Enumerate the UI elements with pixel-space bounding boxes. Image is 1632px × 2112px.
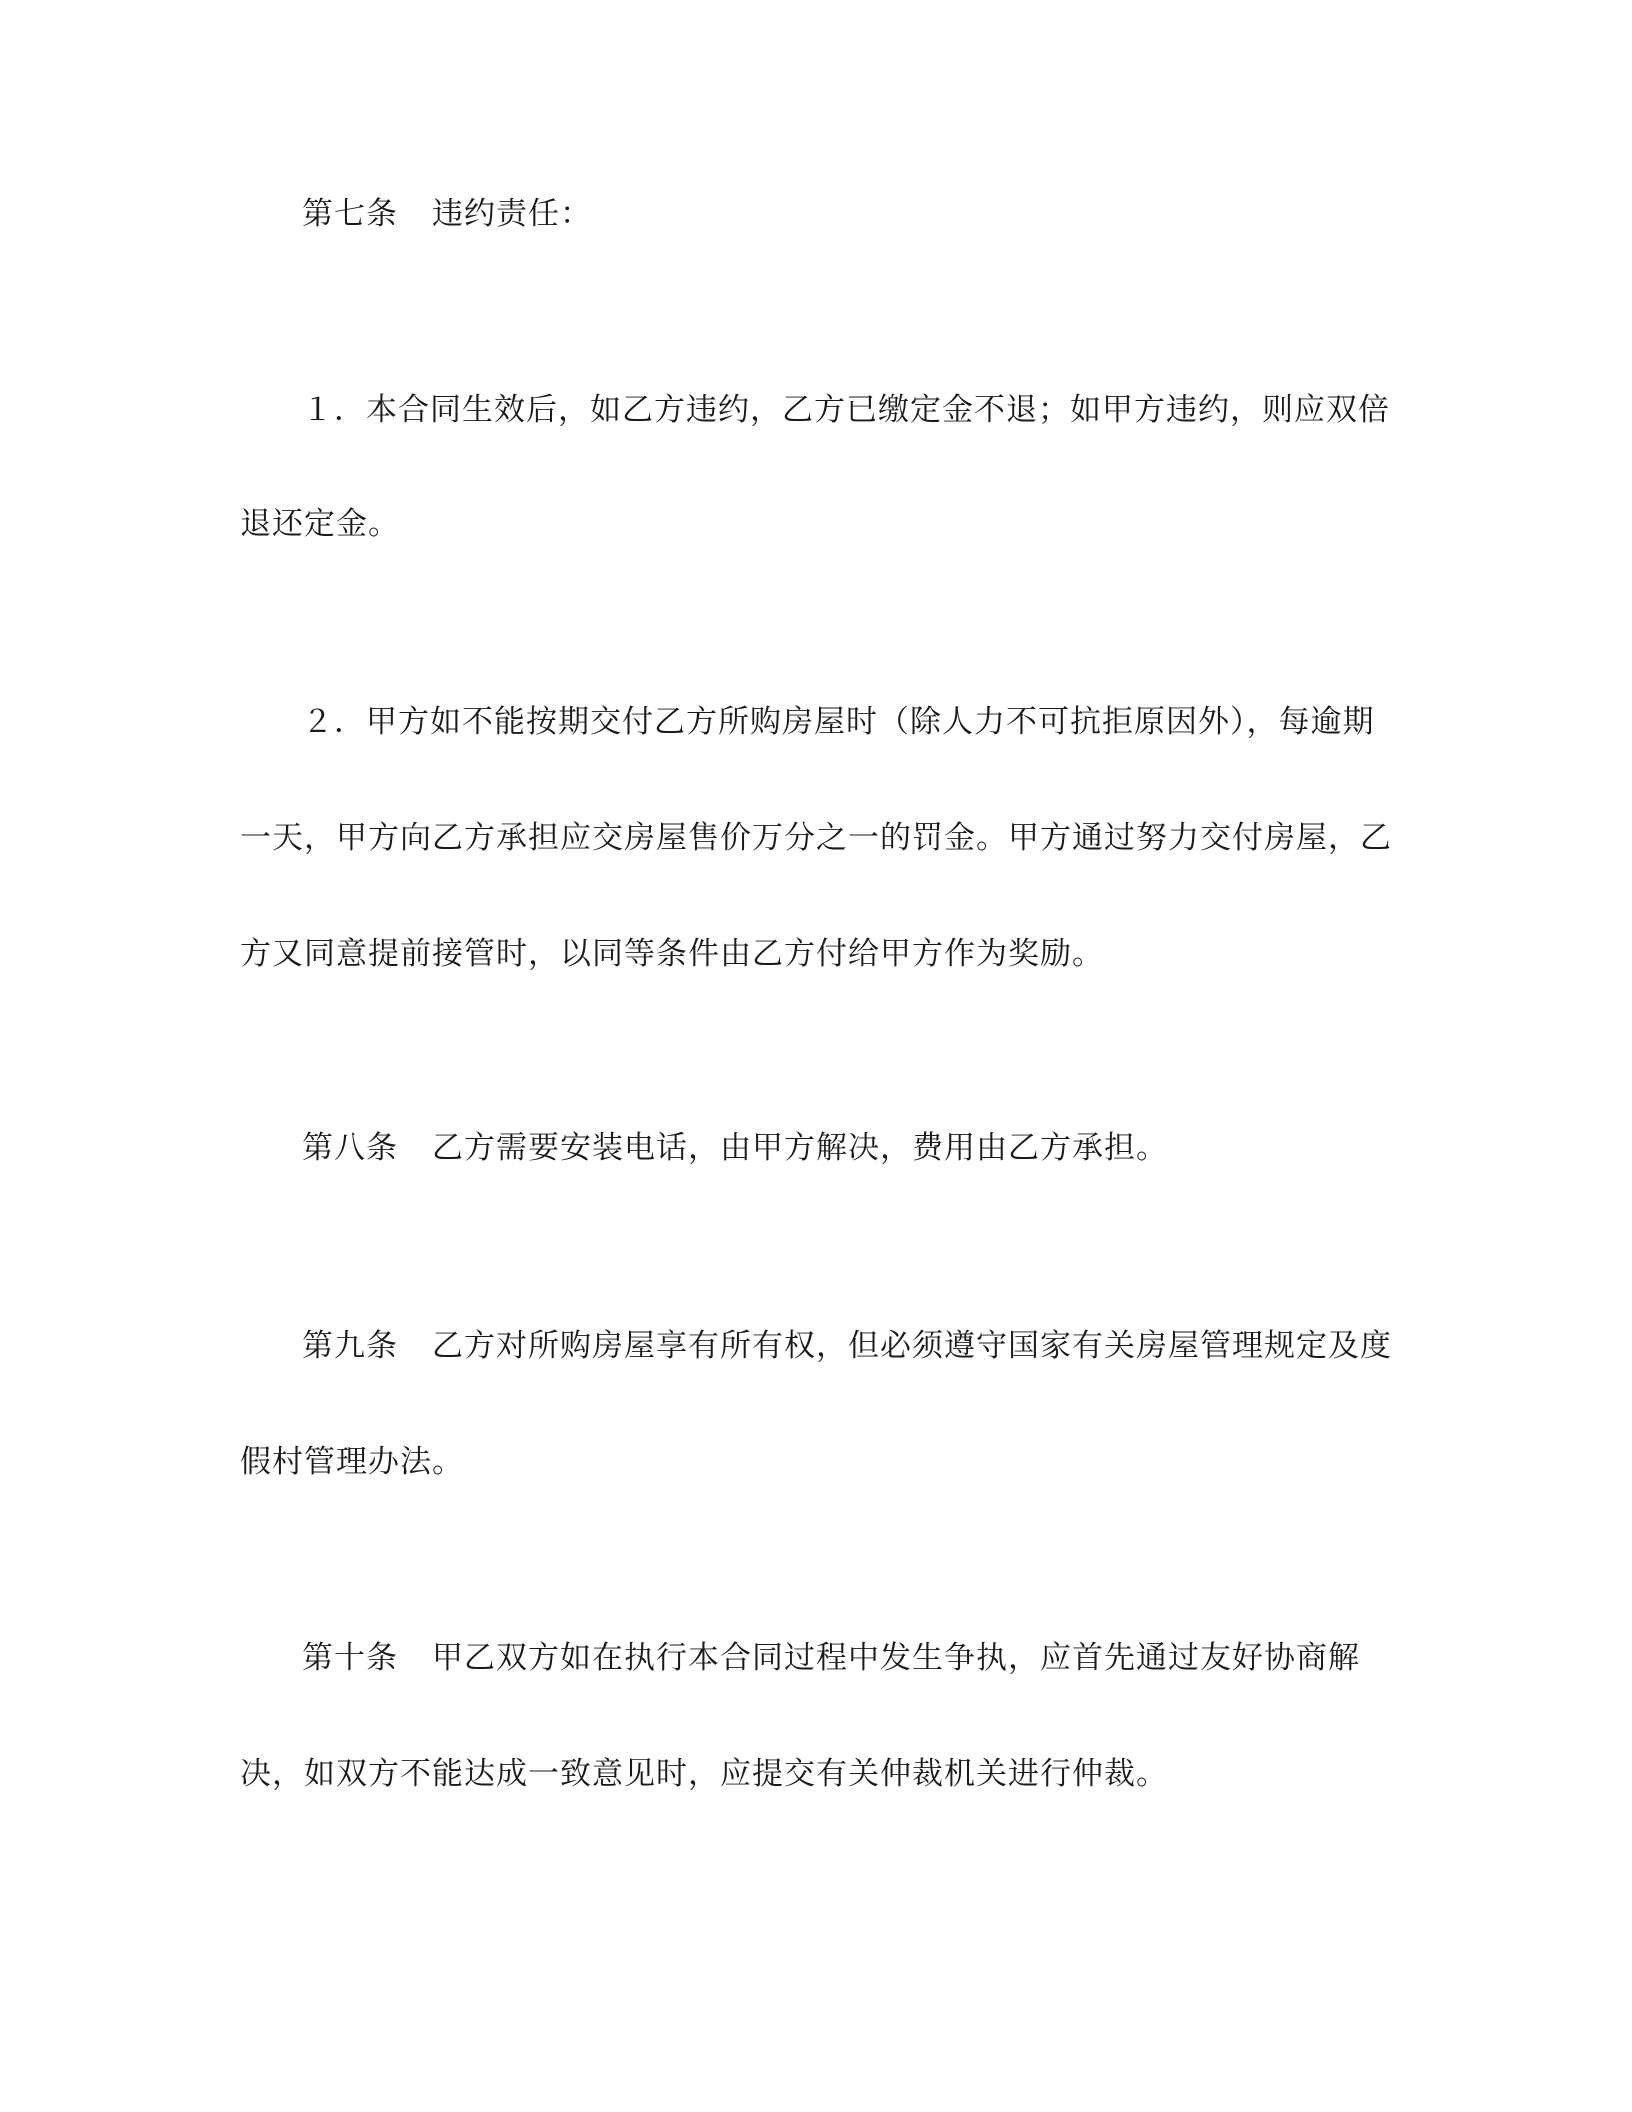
article8-paragraph xyxy=(302,1126,1168,1170)
article8-label: 第八条 xyxy=(302,1130,398,1166)
article8-text: 乙方需要安装电话，由甲方解决，费用由乙方承担。 xyxy=(432,1130,1168,1166)
article10-text: 甲乙双方如在执行本合同过程中发生争执，应首先通过友好协商解 xyxy=(432,1640,1360,1676)
article9-label: 第九条 xyxy=(302,1328,398,1364)
article9-line2: 假村管理办法。 xyxy=(240,1444,464,1480)
article7-title: 违约责任： xyxy=(432,196,592,232)
article7-item1-line2: 退还定金。 xyxy=(240,506,400,542)
article7-item2-line3: 方又同意提前接管时，以同等条件由乙方付给甲方作为奖励。 xyxy=(240,936,1104,972)
article7-item2-line1: ２．甲方如不能按期交付乙方所购房屋时（除人力不可抗拒原因外），每逾期 xyxy=(302,704,1375,740)
article7-item1-line1: １．本合同生效后，如乙方违约，乙方已缴定金不退；如甲方违约，则应双倍 xyxy=(302,392,1390,428)
article9-text: 乙方对所购房屋享有所有权，但必须遵守国家有关房屋管理规定及度 xyxy=(432,1328,1392,1364)
article7-heading xyxy=(302,192,592,236)
article10-label: 第十条 xyxy=(302,1640,398,1676)
article7-item2-line2: 一天，甲方向乙方承担应交房屋售价万分之一的罚金。甲方通过努力交付房屋，乙 xyxy=(240,820,1392,856)
article10-line1 xyxy=(302,1636,1360,1680)
article9-line1 xyxy=(302,1324,1392,1368)
article7-label: 第七条 xyxy=(302,196,398,232)
article10-line2: 决，如双方不能达成一致意见时，应提交有关仲裁机关进行仲裁。 xyxy=(240,1756,1168,1792)
